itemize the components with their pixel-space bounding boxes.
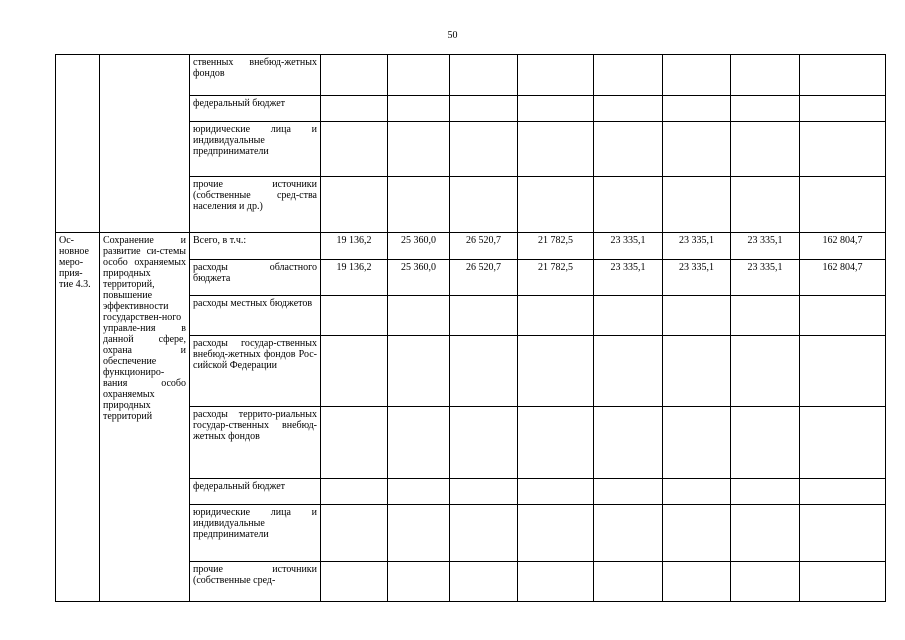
funding-source-cell: прочие источники (собственные сред- xyxy=(190,562,321,602)
value-cell xyxy=(388,96,450,122)
value-cell xyxy=(800,336,886,407)
value-cell xyxy=(321,96,388,122)
funding-source-cell: юридические лица и индивидуальные предприниматели xyxy=(190,505,321,562)
funding-source-cell: юридические лица и индивидуальные предприниматели xyxy=(190,122,321,177)
value-cell xyxy=(450,55,518,96)
value-cell xyxy=(663,479,731,505)
value-cell xyxy=(450,96,518,122)
measure-code-cell: Ос-новное меро-прия-тие 4.3. xyxy=(56,233,100,602)
value-cell: 21 782,5 xyxy=(518,260,594,296)
value-cell: 23 335,1 xyxy=(594,260,663,296)
value-cell xyxy=(731,479,800,505)
value-cell xyxy=(321,407,388,479)
value-cell xyxy=(731,296,800,336)
value-cell xyxy=(731,407,800,479)
value-cell xyxy=(388,122,450,177)
table-row xyxy=(56,233,886,260)
value-cell xyxy=(450,122,518,177)
value-cell xyxy=(450,479,518,505)
value-cell: 26 520,7 xyxy=(450,233,518,260)
value-cell: 23 335,1 xyxy=(731,260,800,296)
value-cell xyxy=(518,407,594,479)
value-cell xyxy=(663,122,731,177)
value-cell xyxy=(388,55,450,96)
value-cell xyxy=(321,55,388,96)
value-cell xyxy=(663,96,731,122)
value-cell xyxy=(731,122,800,177)
value-cell xyxy=(388,479,450,505)
value-cell xyxy=(450,407,518,479)
measure-title-cell xyxy=(100,55,190,233)
value-cell xyxy=(594,296,663,336)
value-cell xyxy=(800,177,886,233)
value-cell xyxy=(321,562,388,602)
value-cell: 25 360,0 xyxy=(388,233,450,260)
value-cell xyxy=(518,479,594,505)
value-cell xyxy=(594,562,663,602)
funding-source-cell: федеральный бюджет xyxy=(190,479,321,505)
funding-source-cell: прочие источники (собственные сред-ства населения и др.) xyxy=(190,177,321,233)
value-cell xyxy=(450,336,518,407)
value-cell xyxy=(321,479,388,505)
value-cell xyxy=(800,505,886,562)
value-cell xyxy=(450,177,518,233)
value-cell xyxy=(800,562,886,602)
value-cell xyxy=(663,55,731,96)
value-cell xyxy=(388,562,450,602)
value-cell: 162 804,7 xyxy=(800,260,886,296)
page-number: 50 xyxy=(447,30,458,41)
value-cell xyxy=(321,122,388,177)
value-cell xyxy=(663,407,731,479)
value-cell xyxy=(450,562,518,602)
measure-code-cell xyxy=(56,55,100,233)
value-cell: 21 782,5 xyxy=(518,233,594,260)
value-cell xyxy=(388,407,450,479)
funding-source-cell: расходы областного бюджета xyxy=(190,260,321,296)
value-cell xyxy=(800,296,886,336)
value-cell xyxy=(663,336,731,407)
value-cell xyxy=(594,55,663,96)
value-cell xyxy=(594,122,663,177)
value-cell xyxy=(321,177,388,233)
value-cell: 25 360,0 xyxy=(388,260,450,296)
value-cell xyxy=(450,296,518,336)
value-cell: 23 335,1 xyxy=(663,260,731,296)
funding-source-cell: расходы террито-риальных государ-ственных внебюд-жетных фондов xyxy=(190,407,321,479)
table-row xyxy=(56,55,886,96)
value-cell: 19 136,2 xyxy=(321,260,388,296)
value-cell: 23 335,1 xyxy=(594,233,663,260)
funding-source-cell: расходы местных бюджетов xyxy=(190,296,321,336)
value-cell xyxy=(518,336,594,407)
value-cell xyxy=(594,505,663,562)
value-cell xyxy=(321,296,388,336)
value-cell xyxy=(518,122,594,177)
value-cell xyxy=(594,336,663,407)
value-cell xyxy=(388,177,450,233)
value-cell: 19 136,2 xyxy=(321,233,388,260)
value-cell: 23 335,1 xyxy=(663,233,731,260)
value-cell xyxy=(518,96,594,122)
value-cell xyxy=(518,55,594,96)
value-cell xyxy=(594,407,663,479)
value-cell: 162 804,7 xyxy=(800,233,886,260)
value-cell xyxy=(731,336,800,407)
funding-source-cell: Всего, в т.ч.: xyxy=(190,233,321,260)
value-cell: 23 335,1 xyxy=(731,233,800,260)
value-cell xyxy=(594,96,663,122)
value-cell xyxy=(518,177,594,233)
value-cell xyxy=(731,177,800,233)
funding-table xyxy=(55,54,886,602)
value-cell xyxy=(663,505,731,562)
value-cell xyxy=(594,177,663,233)
value-cell xyxy=(388,296,450,336)
funding-source-cell: ственных внебюд-жетных фондов xyxy=(190,55,321,96)
value-cell xyxy=(518,562,594,602)
measure-title-cell: Сохранение и развитие си-стемы особо охраняемых природных территорий, повышение эффективности государствен-ного управле-ния в данной сфере, охрана и обеспечение функциониро-вания особо охраняемых природных территорий xyxy=(100,233,190,602)
value-cell xyxy=(731,96,800,122)
value-cell xyxy=(800,96,886,122)
value-cell xyxy=(321,336,388,407)
value-cell xyxy=(800,55,886,96)
value-cell xyxy=(800,122,886,177)
value-cell xyxy=(594,479,663,505)
value-cell xyxy=(518,505,594,562)
value-cell xyxy=(731,562,800,602)
value-cell xyxy=(321,505,388,562)
value-cell xyxy=(731,505,800,562)
value-cell xyxy=(518,296,594,336)
value-cell xyxy=(800,479,886,505)
value-cell xyxy=(663,177,731,233)
funding-source-cell: расходы государ-ственных внебюд-жетных фондов Рос-сийской Федерации xyxy=(190,336,321,407)
value-cell xyxy=(388,505,450,562)
value-cell xyxy=(388,336,450,407)
value-cell xyxy=(731,55,800,96)
value-cell xyxy=(450,505,518,562)
funding-source-cell: федеральный бюджет xyxy=(190,96,321,122)
value-cell xyxy=(663,296,731,336)
value-cell xyxy=(800,407,886,479)
value-cell: 26 520,7 xyxy=(450,260,518,296)
value-cell xyxy=(663,562,731,602)
